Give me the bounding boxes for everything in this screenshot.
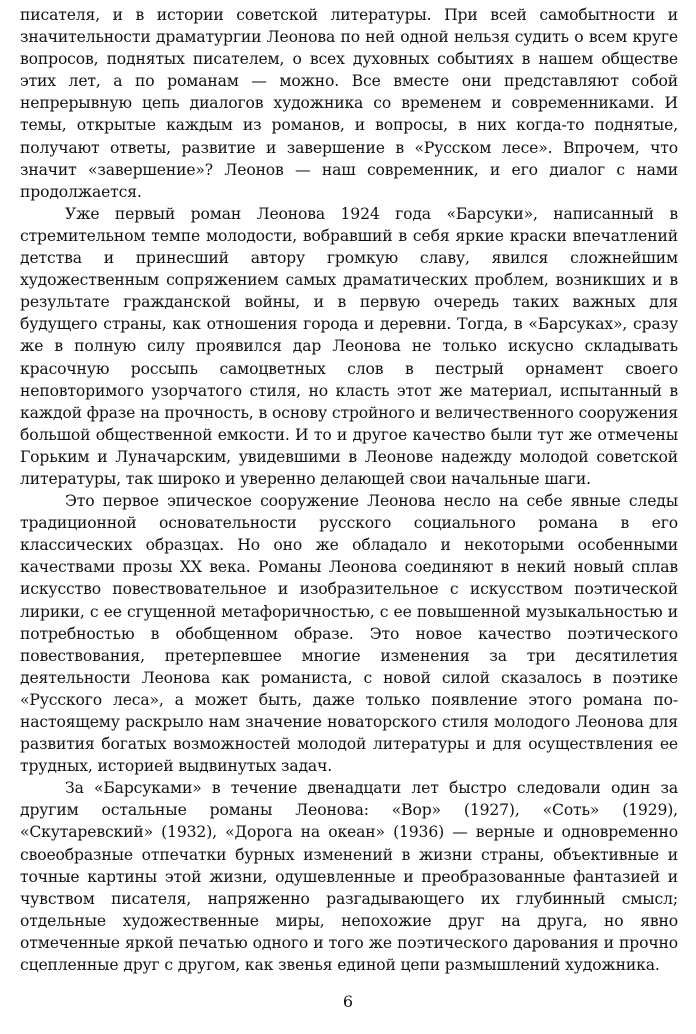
paragraph-barsuki: Уже первый роман Леонова 1924 года «Барсуки», написанный в стремительном темпе молодости, вобравший в себя яркие краски впечатлений детства и принесший автору громкую славу, явился сложнейшим художественным сопряжением самых драматических проблем, возникших и в результате гражданской войны, и в первую очередь таких важных для будущего страны, как отношения города и деревни. Тогда, в «Барсуках», сразу же в полную силу проявился дар Леонова не только искусно складывать красочную россыпь самоцветных слов в пестрый орнамент своего неповторимого узорчатого стиля, но класть этот же материал, испытанный в каждой фразе на прочность, в основу стройного и величественного сооружения большой общественной емкости. И то и другое качество были тут же отмечены Горьким и Луначарским, увидевшими в Леонове надежду молодой советской литературы, так широко и уверенно делающей свои начальные шаги.: [20, 204, 678, 488]
paragraph-later-novels: За «Барсуками» в течение двенадцати лет быстро следовали один за другим остальные романы Леонова: «Вор» (1927), «Соть» (1929), «Скутаревский» (1932), «Дорога на океан» (1936) — верные и одновременно своеобразные отпечатки бурных изменений в жизни страны, объективные и точные картины этой жизни, одушевленные и преобразованные фантазией и чувством писателя, напряженно разгадывающего их глубинный смысл; отдельные художественные миры, непохожие друг на друга, но явно отмеченные яркой печатью одного и того же поэтического дарования и прочно сцепленные друг с другом, как звенья единой цепи размышлений художника.: [20, 779, 678, 975]
paragraph-epic-structure: Это первое эпическое сооружение Леонова несло на себе явные следы традиционной основательности русского социального романа в его классических образцах. Но оно же обладало и некоторыми особенными качествами прозы XX века. Романы Леонова соединяют в некий новый сплав искусство повествовательное и изобразительное с искусством поэтической лирики, с ее сгущенной метафоричностью, с ее повышенной музыкальностью и потребностью в обобщенном образе. Это новое качество поэтического повествования, претерпевшее многие изменения за три десятилетия деятельности Леонова как романиста, с новой силой сказалось в поэтике «Русского леса», а может быть, даже только появление этого романа по-настоящему раскрыло нам значение новаторского стиля молодого Леонова для развития богатых возможностей молодой литературы и для осуществления ее трудных, историей выдвинутых задач.: [20, 492, 678, 776]
page-number: 6: [342, 992, 354, 1011]
paragraph-continued: писателя, и в истории советской литературы. При всей самобытности и значительности драматургии Леонова по ней одной нельзя судить о всем круге вопросов, поднятых писателем, о всех духовных событиях в нашем обществе этих лет, а по романам — можно. Все вместе они представляют собой непрерывную цепь диалогов художника со временем и современниками. И темы, открытые каждым из романов, и вопросы, в них когда-то поднятые, получают ответы, развитие и завершение в «Русском лесе». Впрочем, что значит «завершение»? Леонов — наш современник, и его диалог с нами продолжается.: [20, 6, 678, 201]
body-text: [20, 4, 678, 976]
